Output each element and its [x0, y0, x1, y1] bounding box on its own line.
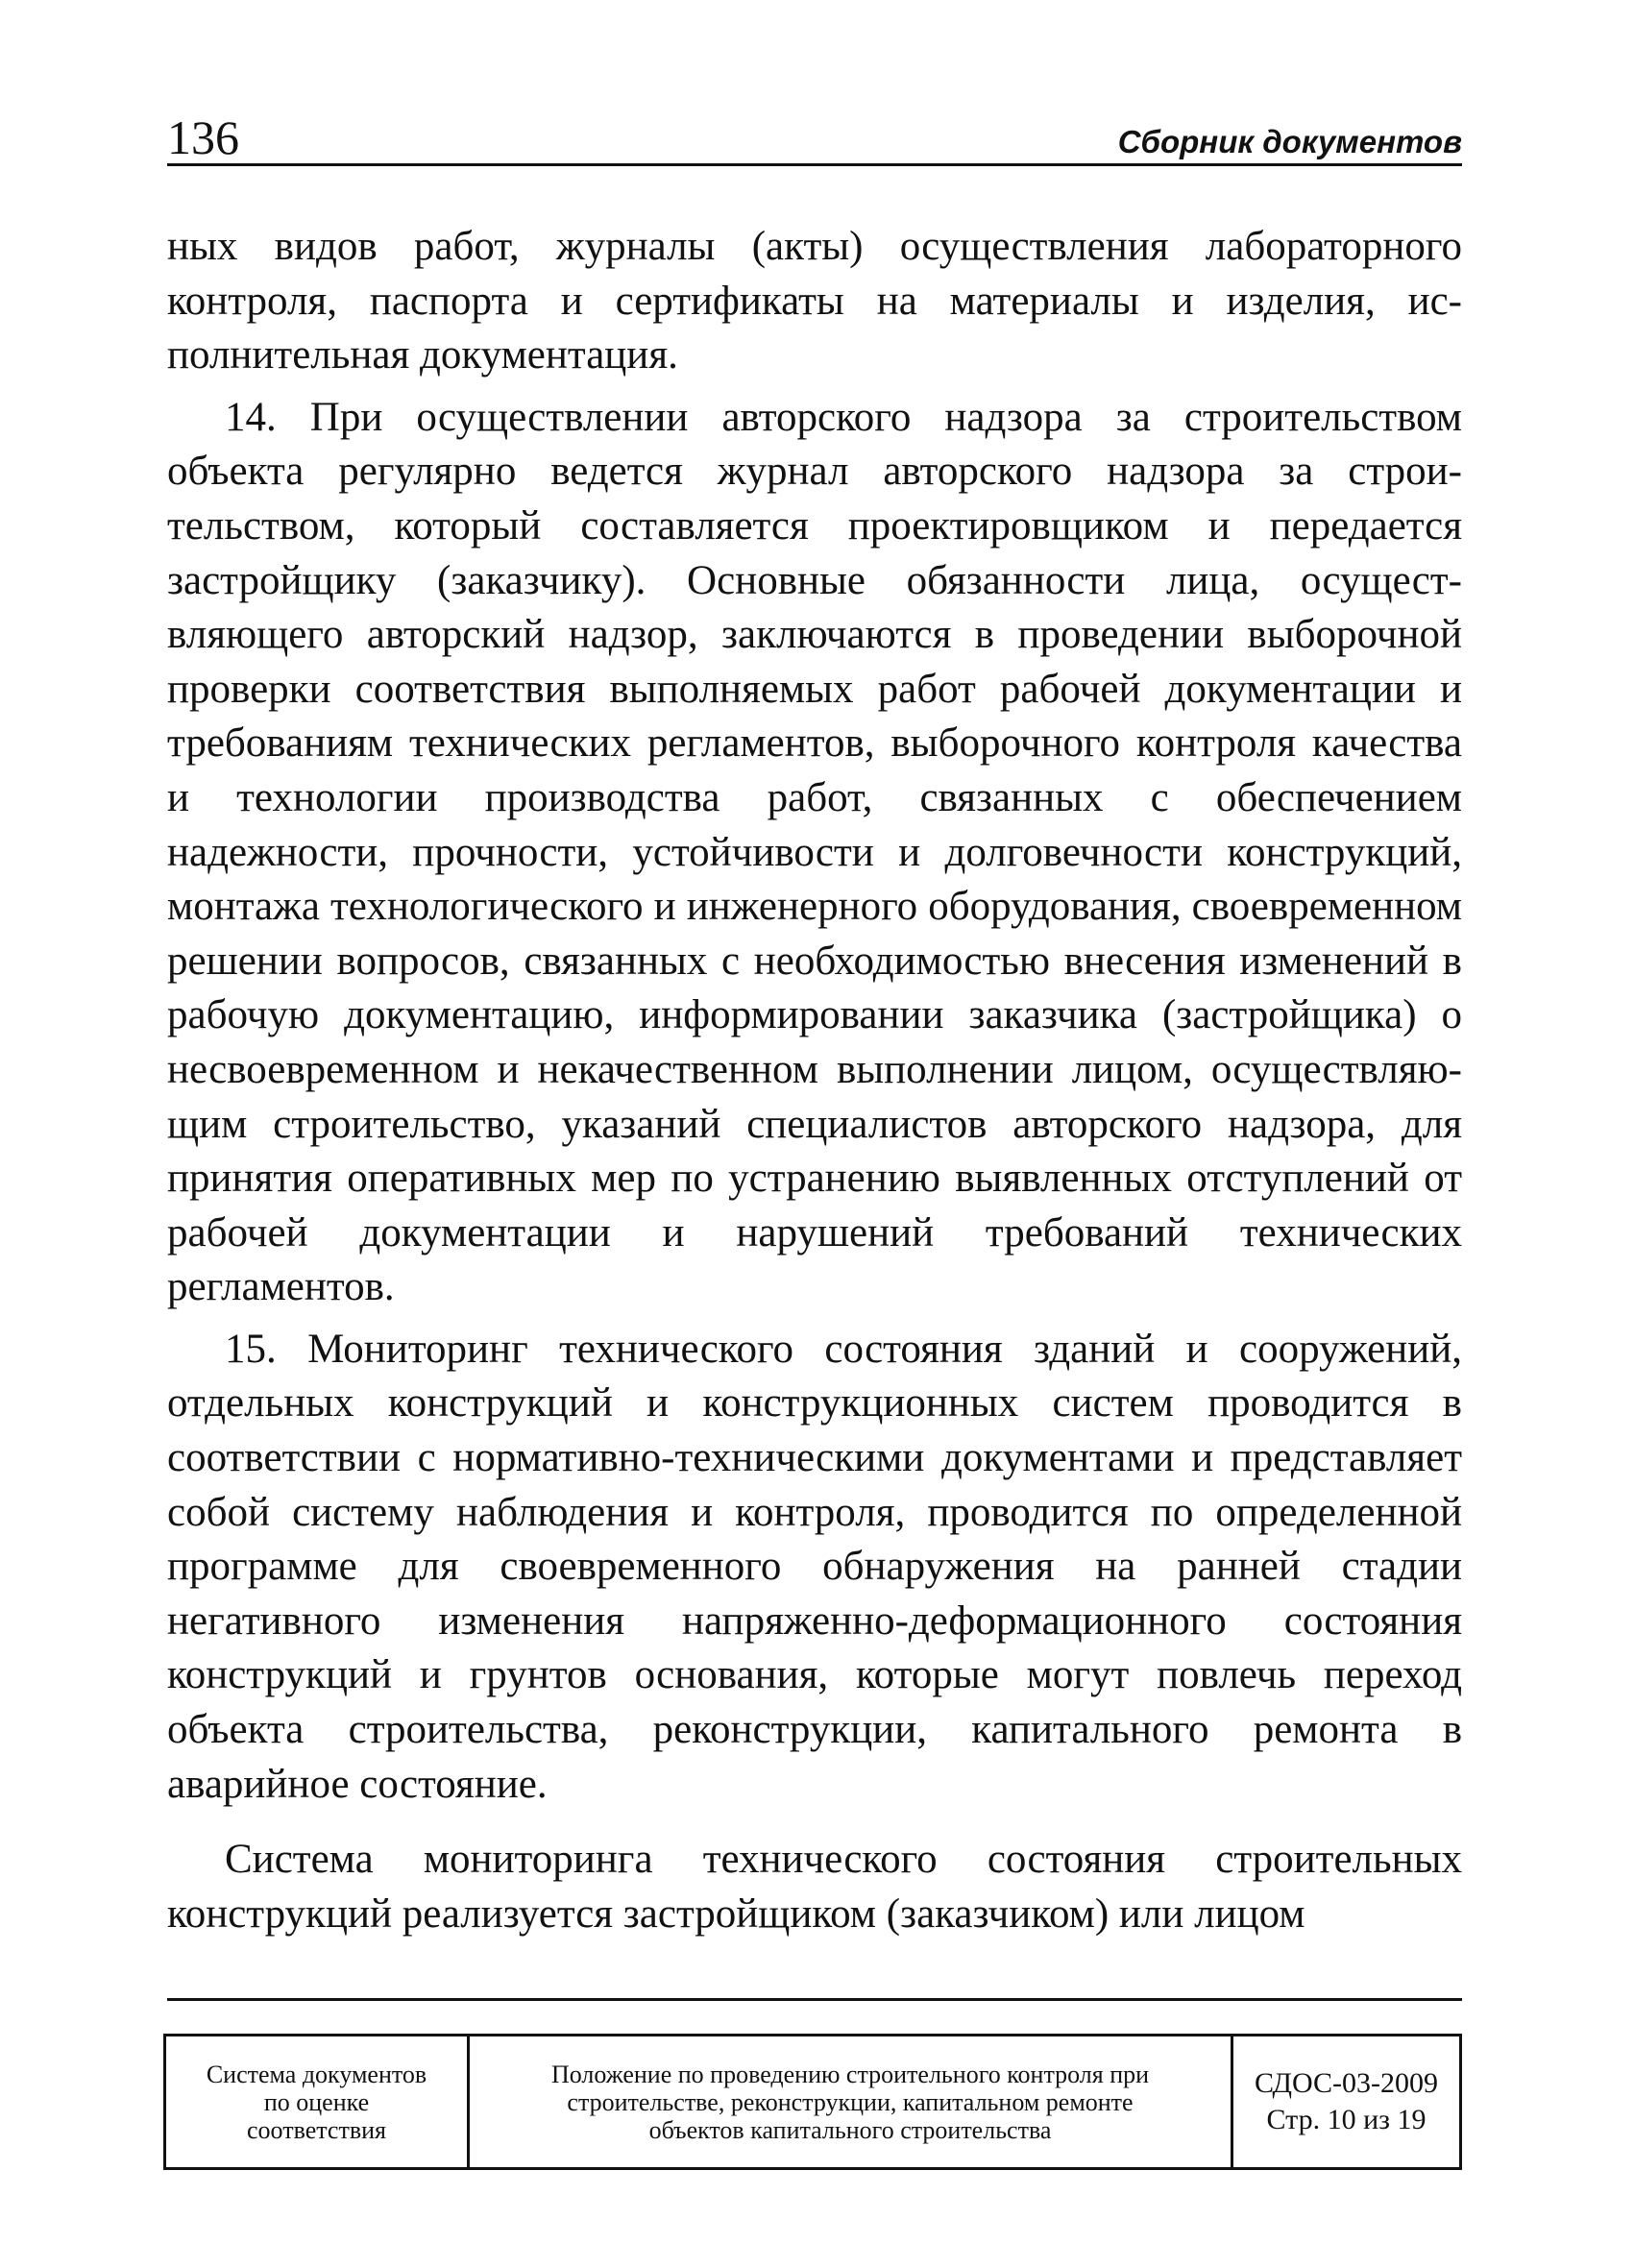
document-code: СДОС-03-2009: [1254, 2067, 1438, 2099]
paragraph-continuation: ных видов работ, журналы (акты) осуществления лабораторного контроля, паспорта и сертификаты на материалы и изделия, исполнительная документация.: [167, 224, 1462, 378]
paragraph-15: 15. Мониторинг технического состояния зданий и сооружений, отдельных конструкций и конструкционных систем проводится в соответствии с нормативно-техническими документами и представляет собой систему наблюдения и контроля, проводится по определенной программе для своевременного обнаружения на ранней стадии негативного изменения напряженно-деформационного состояния конструкций и грунтов основания, которые могут повлечь переход объекта строительства, реконструкции, капитального ремонта в аварийное состояние.: [167, 1326, 1462, 1807]
page-reference: Стр. 10 из 19: [1266, 2104, 1427, 2135]
footer-title-cell: [470, 2036, 1233, 2167]
footer-title-line: строительстве, реконструкции, капитальном ремонте: [567, 2087, 1134, 2116]
document-page: [167, 106, 1462, 1941]
footer-table: [163, 2034, 1462, 2170]
paragraph-monitoring-system: Система мониторинга технического состояния строительных конструкций реализуется застройщиком (заказчиком) или лицом: [167, 1837, 1462, 1937]
text-bottom-rule: [167, 1998, 1462, 2001]
body-text: [167, 220, 1462, 1941]
footer-system-line: по оценке: [263, 2087, 370, 2116]
footer-system-cell: [166, 2036, 470, 2167]
footer-title-line: объектов капитального строительства: [648, 2115, 1052, 2144]
running-head: [167, 106, 1462, 166]
running-head-title: Сборник документов: [1117, 124, 1462, 159]
footer-code-cell: [1233, 2036, 1459, 2167]
footer-title-line: Положение по проведению строительного контроля при: [550, 2060, 1150, 2088]
paragraph-14: 14. При осуществлении авторского надзора за строительством объекта регулярно ведется журнал авторского надзора за строительством, который составляется проектировщиком и передается застройщику (заказчику). Основные обязанности лица, осуществляющего авторский надзор, заключаются в проведении выборочной проверки соответствия выполняемых работ рабочей документации и требованиям технических регламентов, выборочного контроля качества и технологии производства работ, связанных с обеспечением надежности, прочности, устойчивости и долговечности конструкций, монтажа технологического и инженерного оборудования, своевременном решении вопросов, связанных с необходимостью внесения изменений в рабочую документацию, информировании заказчика (застройщика) о несвоевременном и некачественном выполнении лицом, осуществляющим строительство, указаний специалистов авторского надзора, для принятия оперативных мер по устранению выявленных отступлений от рабочей документации и нарушений требований технических регламентов.: [167, 394, 1462, 1310]
footer-system-line: Система документов: [206, 2060, 427, 2088]
footer-system-line: соответствия: [247, 2115, 386, 2144]
page-number: 136: [167, 110, 239, 164]
